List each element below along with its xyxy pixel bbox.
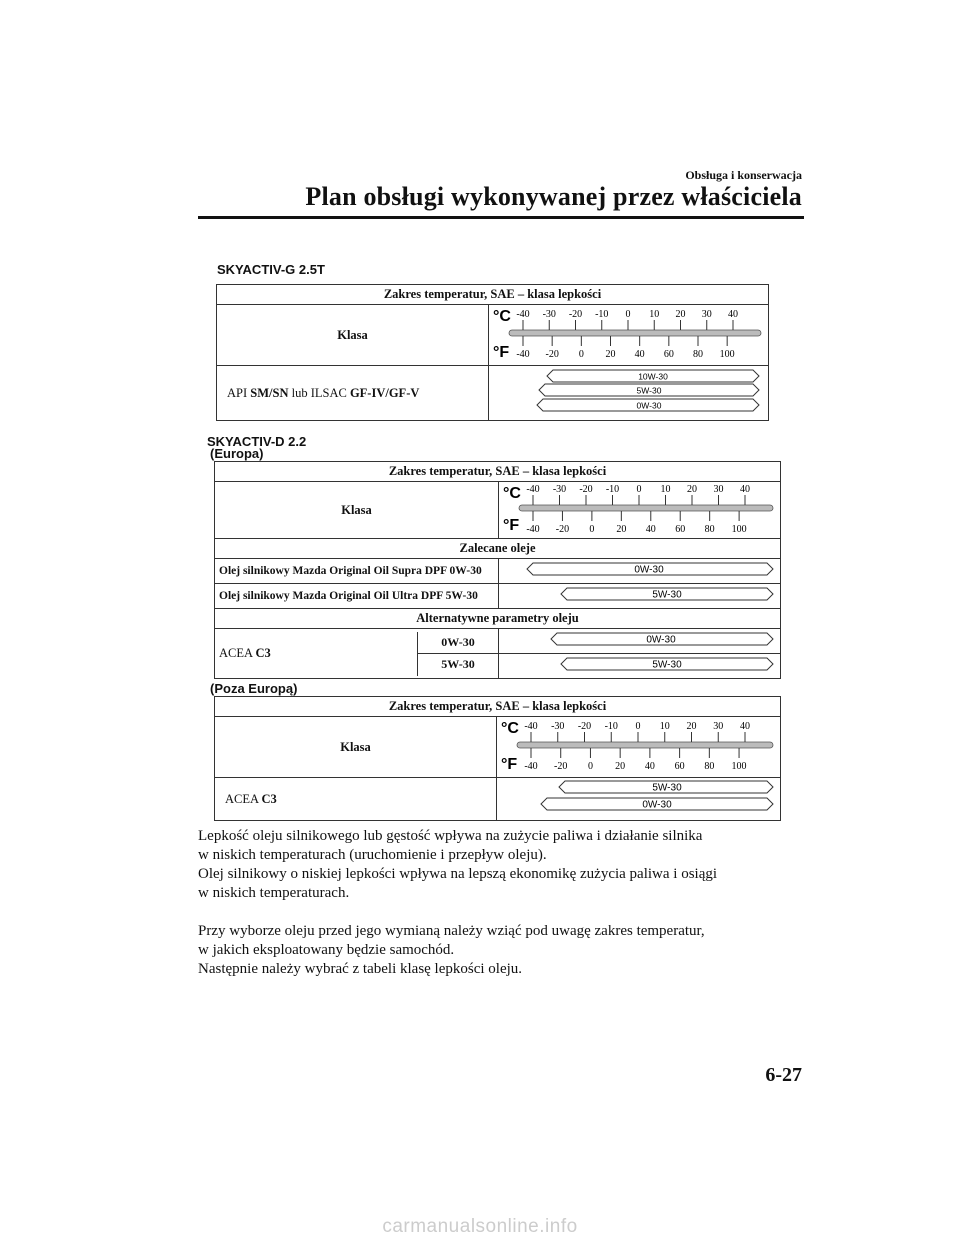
celsius-tick-label: -30 — [551, 721, 565, 732]
page-title: Plan obsługi wykonywanej przez właściciela — [305, 182, 802, 211]
celsius-unit: °C — [503, 485, 521, 502]
acea-subtable — [215, 632, 498, 676]
celsius-tick-label: 40 — [728, 309, 738, 320]
celsius-tick-label: -30 — [552, 484, 567, 495]
section-label-g25t: SKYACTIV-G 2.5T — [217, 262, 325, 277]
watermark: carmanualsonline.info — [382, 1216, 578, 1237]
temperature-scale — [499, 482, 779, 534]
celsius-tick-label: 10 — [649, 309, 660, 320]
acea-label: ACEA C3 — [215, 778, 497, 821]
fahrenheit-unit: °F — [503, 517, 520, 534]
svg-text:0W-30: 0W-30 — [642, 799, 672, 811]
celsius-tick-label: 0 — [625, 309, 631, 320]
celsius-tick-label: 10 — [660, 484, 671, 495]
fahrenheit-unit: °F — [493, 344, 510, 361]
svg-text:5W-30: 5W-30 — [636, 385, 662, 396]
fahrenheit-tick-label: 80 — [704, 761, 715, 772]
fahrenheit-tick-label: -40 — [524, 761, 538, 772]
svg-text:0W-30: 0W-30 — [636, 400, 662, 411]
klasa-header: Klasa — [215, 482, 499, 539]
celsius-tick-label: 20 — [675, 309, 686, 320]
celsius-unit: °C — [493, 308, 511, 325]
fahrenheit-tick-label: 20 — [616, 524, 627, 534]
table-caption: Zakres temperatur, SAE – klasa lepkości — [217, 285, 769, 305]
celsius-tick-label: -10 — [595, 309, 609, 320]
celsius-tick-label: 0 — [636, 484, 642, 495]
svg-text:0W-30: 0W-30 — [634, 564, 664, 576]
svg-text:5W-30: 5W-30 — [652, 659, 682, 671]
celsius-tick-label: 40 — [740, 484, 750, 495]
paragraph-selection: Przy wyborze oleju przed jego wymianą należy wziąć pod uwagę zakres temperatur, w jakich eksploatowany będzie samochód. Następnie należy wybrać z tabeli klasę lepkości oleju. — [198, 923, 705, 977]
celsius-tick-label: -10 — [604, 721, 618, 732]
recommended-oils-heading: Zalecane oleje — [215, 539, 781, 559]
fahrenheit-tick-label: 0 — [589, 524, 595, 534]
fahrenheit-tick-label: -40 — [526, 524, 540, 534]
section-header: Obsługa i konserwacja — [685, 168, 802, 182]
fahrenheit-tick-label: -20 — [554, 761, 568, 772]
header-divider — [198, 216, 804, 219]
fahrenheit-tick-label: 0 — [587, 761, 593, 772]
table-caption: Zakres temperatur, SAE – klasa lepkości — [215, 462, 781, 482]
temperature-scale — [489, 305, 767, 361]
klasa-header: Klasa — [217, 305, 489, 366]
grade-arrow-10w30 — [547, 370, 759, 382]
fahrenheit-tick-label: 80 — [704, 524, 715, 534]
temperature-bar — [519, 505, 773, 511]
grade-arrow-0w30 — [541, 798, 773, 811]
fahrenheit-tick-label: -20 — [545, 349, 559, 360]
fahrenheit-tick-label: 100 — [731, 761, 747, 772]
grade-arrow-5w30 — [499, 654, 779, 674]
celsius-tick-label: -40 — [524, 721, 538, 732]
celsius-tick-label: 40 — [740, 721, 750, 732]
celsius-tick-label: -20 — [568, 309, 583, 320]
fahrenheit-tick-label: 60 — [675, 524, 686, 534]
page-number: 6-27 — [765, 1064, 802, 1086]
grade-arrow-5w30 — [539, 384, 759, 396]
grade-arrows — [489, 366, 767, 416]
fahrenheit-tick-label: 40 — [634, 349, 645, 360]
svg-text:0W-30: 0W-30 — [646, 634, 676, 646]
celsius-tick-label: 0 — [635, 721, 641, 732]
celsius-tick-label: -10 — [605, 484, 620, 495]
spec-label: API SM/SN lub ILSAC GF-IV/GF-V — [217, 366, 489, 421]
celsius-tick-label: 30 — [713, 484, 724, 495]
fahrenheit-tick-label: 20 — [605, 349, 616, 360]
celsius-tick-label: 10 — [659, 721, 670, 732]
alt-viscosity: 0W-30 — [418, 632, 499, 654]
celsius-tick-label: 20 — [686, 721, 697, 732]
region-label-europe: (Europa) — [210, 446, 264, 461]
grade-arrow-5w30 — [499, 584, 779, 604]
alternative-params-heading: Alternatywne parametry oleju — [215, 609, 781, 629]
grade-arrow-5w30 — [559, 781, 773, 794]
paragraph-viscosity-effect: Lepkość oleju silnikowego lub gęstość wpływa na zużycie paliwa i działanie silnika w niskich temperaturach (uruchomienie i przepływ oleju). Olej silnikowy o niskiej lepkości wpływa na lepszą ekonomikę zużycia paliwa i osiągi w niskich temperaturach. — [198, 828, 718, 901]
fahrenheit-tick-label: 0 — [578, 349, 584, 360]
celsius-tick-label: -40 — [526, 484, 540, 495]
svg-text:5W-30: 5W-30 — [652, 782, 682, 794]
recommended-oil-name: Olej silnikowy Mazda Original Oil Supra DPF 0W-30 — [215, 559, 499, 584]
acea-label: ACEA C3 — [215, 632, 418, 676]
fahrenheit-tick-label: 100 — [719, 349, 735, 360]
viscosity-table-g25t — [216, 284, 769, 421]
svg-text:5W-30: 5W-30 — [652, 589, 682, 601]
viscosity-table-d22-europe — [214, 461, 781, 679]
viscosity-table-d22-outside-europe — [214, 696, 781, 821]
table-caption: Zakres temperatur, SAE – klasa lepkości — [215, 697, 781, 717]
section-label-d22: SKYACTIV-D 2.2 — [207, 434, 307, 449]
svg-text:10W-30: 10W-30 — [638, 371, 668, 382]
fahrenheit-tick-label: 80 — [693, 349, 703, 360]
celsius-tick-label: -40 — [516, 309, 530, 320]
fahrenheit-tick-label: 100 — [731, 524, 747, 534]
temperature-bar — [517, 742, 773, 748]
fahrenheit-unit: °F — [501, 756, 518, 773]
klasa-header: Klasa — [215, 717, 497, 778]
fahrenheit-tick-label: 20 — [615, 761, 626, 772]
grade-arrows — [497, 778, 779, 816]
recommended-oil-name: Olej silnikowy Mazda Original Oil Ultra DPF 5W-30 — [215, 584, 499, 609]
fahrenheit-tick-label: 60 — [663, 349, 674, 360]
fahrenheit-tick-label: 60 — [674, 761, 685, 772]
grade-arrow-0w30 — [499, 629, 779, 649]
grade-arrow-0w30 — [537, 399, 759, 411]
region-label-outside-europe: (Poza Europą) — [210, 681, 298, 696]
celsius-tick-label: -20 — [579, 484, 593, 495]
alt-viscosity: 5W-30 — [441, 657, 475, 672]
celsius-tick-label: -30 — [542, 309, 556, 320]
temperature-scale — [497, 717, 779, 773]
celsius-tick-label: 20 — [687, 484, 697, 495]
fahrenheit-tick-label: 40 — [644, 761, 655, 772]
celsius-tick-label: 30 — [713, 721, 724, 732]
temperature-bar — [509, 330, 761, 336]
fahrenheit-tick-label: 40 — [645, 524, 656, 534]
fahrenheit-tick-label: -20 — [555, 524, 570, 534]
celsius-unit: °C — [501, 720, 519, 737]
grade-arrow-0w30 — [499, 559, 779, 579]
celsius-tick-label: -20 — [577, 721, 592, 732]
celsius-tick-label: 30 — [701, 309, 712, 320]
fahrenheit-tick-label: -40 — [516, 349, 530, 360]
